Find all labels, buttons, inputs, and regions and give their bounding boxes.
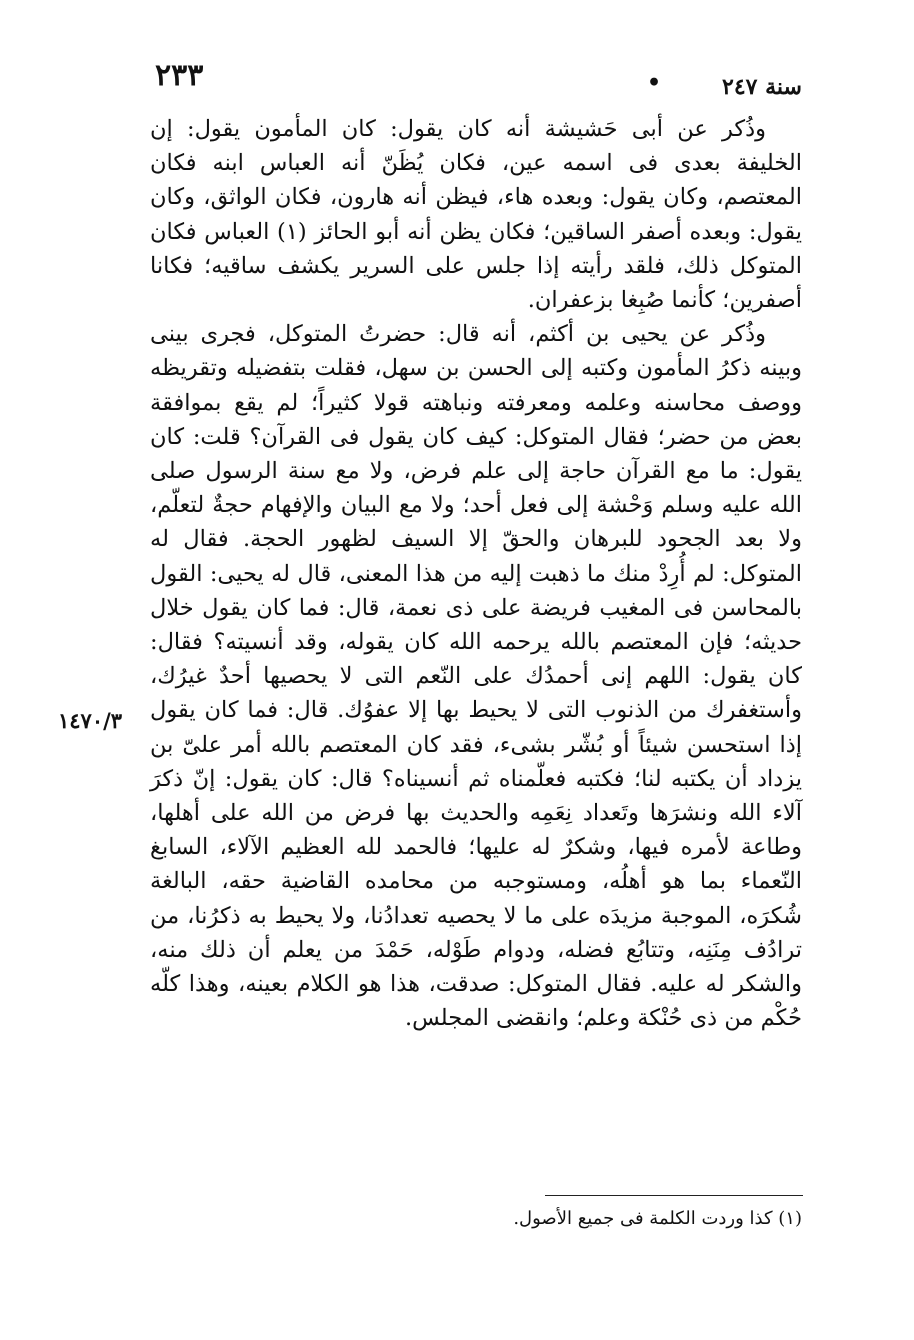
margin-reference: ١٤٧٠/٣ bbox=[58, 708, 123, 733]
footnote-divider bbox=[545, 1195, 803, 1196]
main-text bbox=[150, 112, 802, 1035]
paragraph: وذُكر عن يحيى بن أكثم، أنه قال: حضرتُ المتوكل، فجرى بينى وبينه ذكرُ المأمون وكتبه إلى الحسن بن سهل، فقلت بتفضيله وتقريظه ووصف محاسنه وعلمه ومعرفته ونباهته قولا كثيراً؛ لم يقع بموافقة بعض من حضر؛ فقال المتوكل: كيف كان يقول فى القرآن؟ قلت: كان يقول: ما مع القرآن حاجة إلى علم فرض، ولا مع سنة الرسول صلى الله عليه وسلم وَحْشة إلى فعل أحد؛ ولا مع البيان والإفهام حجةٌ لتعلّم، ولا بعد الجحود للبرهان والحقّ إلا السيف لظهور الحجة. فقال له المتوكل: لم أُرِدْ منك ما ذهبت إليه من هذا المعنى، قال له يحيى: القول بالمحاسن فى المغيب فريضة على ذى نعمة، قال: فما كان يقول خلال حديثه؛ فإن المعتصم بالله يرحمه الله كان يقوله، وقد أنسيته؟ فقال: كان يقول: اللهم إنى أحمدُك على النّعم التى لا يحصيها أحدٌ غيرُك، وأستغفرك من الذنوب التى لا يحيط بها إلا عفوُك. قال: فما كان يقول إذا استحسن شيئاً أو بُشّر بشىء، فقد كان المعتصم بالله أمر علىّ بن يزداد أن يكتبه لنا؛ فكتبه فعلّمناه ثم أنسيناه؟ قال: كان يقول: إنّ ذكرَ آلاء الله ونشرَها وتَعداد نِعَمِه والحديث بها فرض من الله على أهلها، وطاعة لأمره فيها، وشكرٌ له عليها؛ فالحمد لله العظيم الآلاء، السابغ النّعماء بما هو أهلُه، ومستوجبه من محامده القاضية حقه، البالغة شُكرَه، الموجبة مزيدَه على ما لا يحصيه تعدادُنا، ولا يحيط به ذكرُنا، من ترادُف مِنَنِه، وتتابُع فضله، ودوام طَوْله، حَمْدَ من يعلم أن ذلك منه، والشكر له عليه. فقال المتوكل: صدقت، هذا هو الكلام بعينه، وهذا كلّه حُكْم من ذى حُنْكة وعلم؛ وانقضى المجلس. bbox=[150, 321, 802, 1032]
running-head-year: سنة ٢٤٧ bbox=[722, 74, 802, 100]
header-mark: • bbox=[647, 70, 662, 96]
footnote: (١) كذا وردت الكلمة فى جميع الأصول. bbox=[513, 1208, 802, 1229]
page-number: ٢٣٣ bbox=[155, 58, 204, 93]
paragraph: وذُكر عن أبى حَشيشة أنه كان يقول: كان المأمون يقول: إن الخليفة بعدى فى اسمه عين، فكان يُظَنّ أنه العباس ابنه فكان المعتصم، وكان يقول: وبعده هاء، فيظن أنه هارون، فكان الواثق، وكان يقول: وبعده أصفر الساقين؛ فكان يظن أنه أبو الحائز (١) العباس فكان المتوكل ذلك، فلقد رأيته إذا جلس على السرير يكشف ساقيه؛ فكانا أصفرين؛ كأنما صُبِغا بزعفران. bbox=[150, 116, 803, 314]
